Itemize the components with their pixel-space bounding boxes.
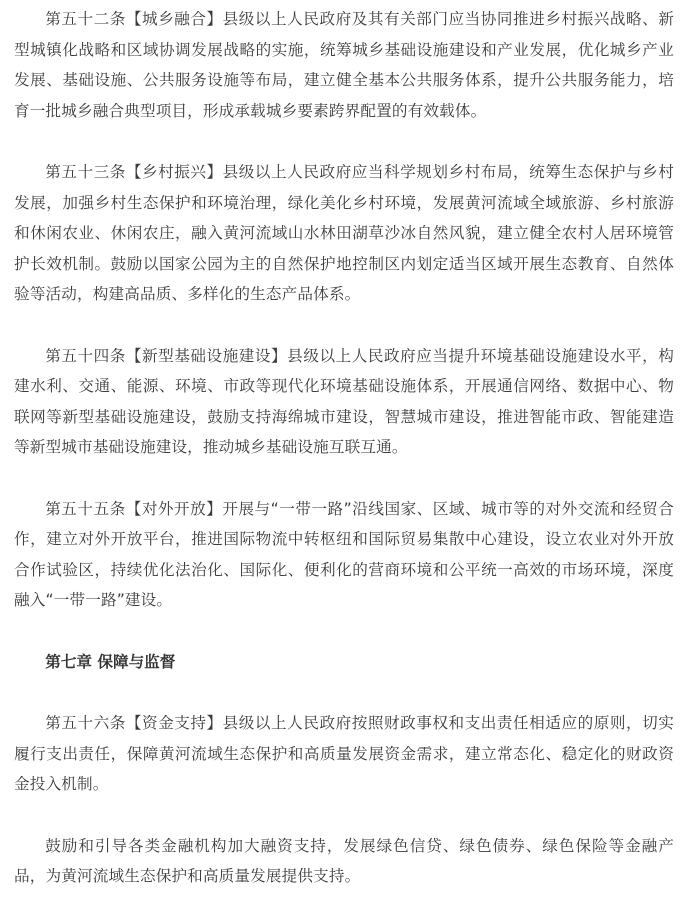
- paragraph-spacer: [14, 800, 674, 831]
- paragraph-spacer: [14, 616, 674, 647]
- paragraph-spacer: [14, 677, 674, 708]
- paragraph-spacer: [14, 463, 674, 494]
- article-54-paragraph: 第五十四条【新型基础设施建设】县级以上人民政府应当提升环境基础设施建设水平，构建水利、交通、能源、环境、市政等现代化环境基础设施体系，开展通信网络、数据中心、物联网等新型基础设施建设，鼓励支持海绵城市建设，智慧城市建设，推进智能市政、智能建造等新型城市基础设施建设，推动城乡基础设施互联互通。: [14, 346, 674, 456]
- chapter-heading: 第七章 保障与监督: [45, 652, 176, 671]
- paragraph-spacer: [14, 126, 674, 157]
- paragraph-spacer: [14, 310, 674, 341]
- article-55-paragraph: 第五十五条【对外开放】开展与“一带一路”沿线国家、区域、城市等的对外交流和经贸合作，建立对外开放平台，推进国际物流中转枢纽和国际贸易集散中心建设，设立农业对外开放合作试验区，持续优化法治化、国际化、便利化的营商环境和公平统一高效的市场环境，深度融入“一带一路”建设。: [14, 499, 674, 609]
- article-56-paragraph: 第五十六条【资金支持】县级以上人民政府按照财政事权和支出责任相适应的原则，切实履行支出责任，保障黄河流域生态保护和高质量发展资金需求，建立常态化、稳定化的财政资金投入机制。: [14, 714, 674, 793]
- article-53-paragraph: 第五十三条【乡村振兴】县级以上人民政府应当科学规划乡村布局，统筹生态保护与乡村发展，加强乡村生态保护和环境治理，绿化美化乡村环境，发展黄河流域全域旅游、乡村旅游和休闲农业、休闲农庄，融入黄河流域山水林田湖草沙冰自然风貌，建立健全农村人居环境管护长效机制。鼓励以国家公园为主的自然保护地控制区内划定适当区域开展生态教育、自然体验等活动，构建高品质、多样化的生态产品体系。: [14, 163, 674, 303]
- financing-paragraph: 鼓励和引导各类金融机构加大融资支持，发展绿色信贷、绿色债券、绿色保险等金融产品，为黄河流域生态保护和高质量发展提供支持。: [14, 836, 674, 885]
- article-52-paragraph: 第五十二条【城乡融合】县级以上人民政府及其有关部门应当协同推进乡村振兴战略、新型城镇化战略和区域协调发展战略的实施，统筹城乡基础设施建设和产业发展，优化城乡产业发展、基础设施、公共服务设施等布局，建立健全基本公共服务体系，提升公共服务能力，培育一批城乡融合典型项目，形成承载城乡要素跨界配置的有效载体。: [14, 10, 674, 120]
